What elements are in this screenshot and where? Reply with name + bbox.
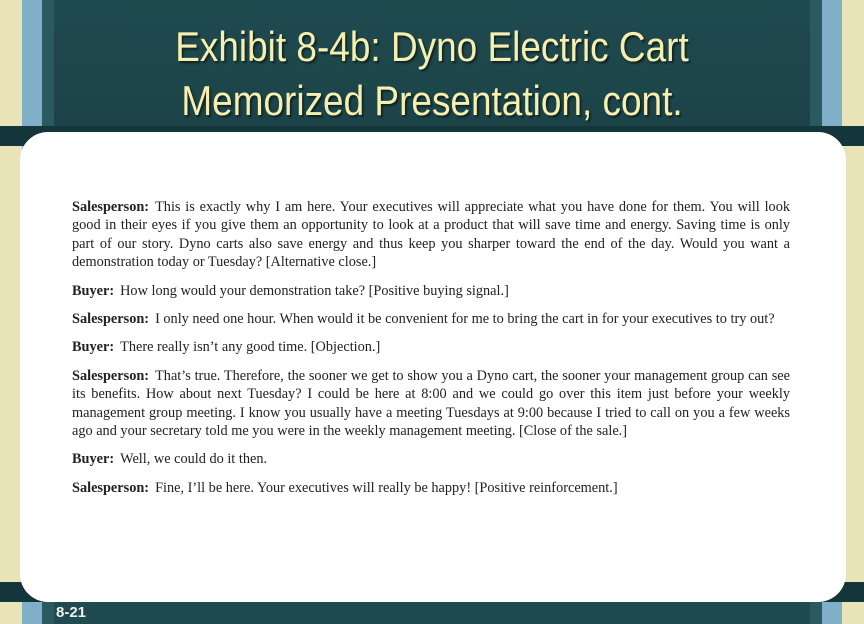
dialogue-line [72, 367, 790, 441]
dialogue-line-text: I only need one hour. When would it be convenient for me to bring the cart in for your executives to try out? [155, 311, 775, 328]
content-card [20, 132, 846, 602]
dialogue-line-text: That’s true. Therefore, the sooner we get to show you a Dyno cart, the sooner your management group can see its benefits. How about next Tuesday? I could be here at 8:00 and we could go over this item just before your weekly management group meeting. I know you usually have a meeting Tuesdays at 9:00 because I tried to call on you a few weeks ago and your secretary told me you were in the weekly management meeting. [Close of the sale.] [72, 367, 790, 440]
speaker-label: Salesperson: [72, 479, 150, 496]
dialogue-line-text: How long would your demonstration take? [Positive buying signal.] [120, 282, 509, 299]
speaker-label: Buyer: [72, 282, 115, 299]
dialogue-line [72, 198, 790, 272]
footer-band [54, 602, 810, 624]
slide-title: Exhibit 8-4b: Dyno Electric Cart Memorized Presentation, cont. [175, 23, 689, 124]
speaker-label: Salesperson: [72, 367, 150, 384]
dialogue-line [72, 282, 790, 300]
slide-number: 8-21 [56, 604, 87, 621]
dialogue-line [72, 450, 790, 468]
dialogue-line-text: Fine, I’ll be here. Your executives will really be happy! [Positive reinforcement.] [155, 479, 618, 496]
dialogue-text [72, 198, 790, 507]
dialogue-line [72, 479, 790, 497]
dialogue-line [72, 310, 790, 328]
dialogue-line-text: This is exactly why I am here. Your executives will appreciate what you have done for them. You will look good in their eyes if you give them an opportunity to look at a product that will save time and energy. Saving time is only part of our story. Dyno carts also save energy and thus keep you sharper toward the end of the day. Would you want a demonstration today or Tuesday? [Alternative close.] [72, 199, 790, 271]
speaker-label: Buyer: [72, 451, 115, 468]
dialogue-line-text: There really isn’t any good time. [Objection.] [120, 339, 381, 356]
speaker-label: Salesperson: [72, 199, 150, 215]
speaker-label: Buyer: [72, 339, 115, 356]
left-cream-stripe [0, 0, 22, 624]
dialogue-line-text: Well, we could do it then. [120, 451, 268, 468]
dialogue-line [72, 338, 790, 356]
speaker-label: Salesperson: [72, 311, 150, 328]
